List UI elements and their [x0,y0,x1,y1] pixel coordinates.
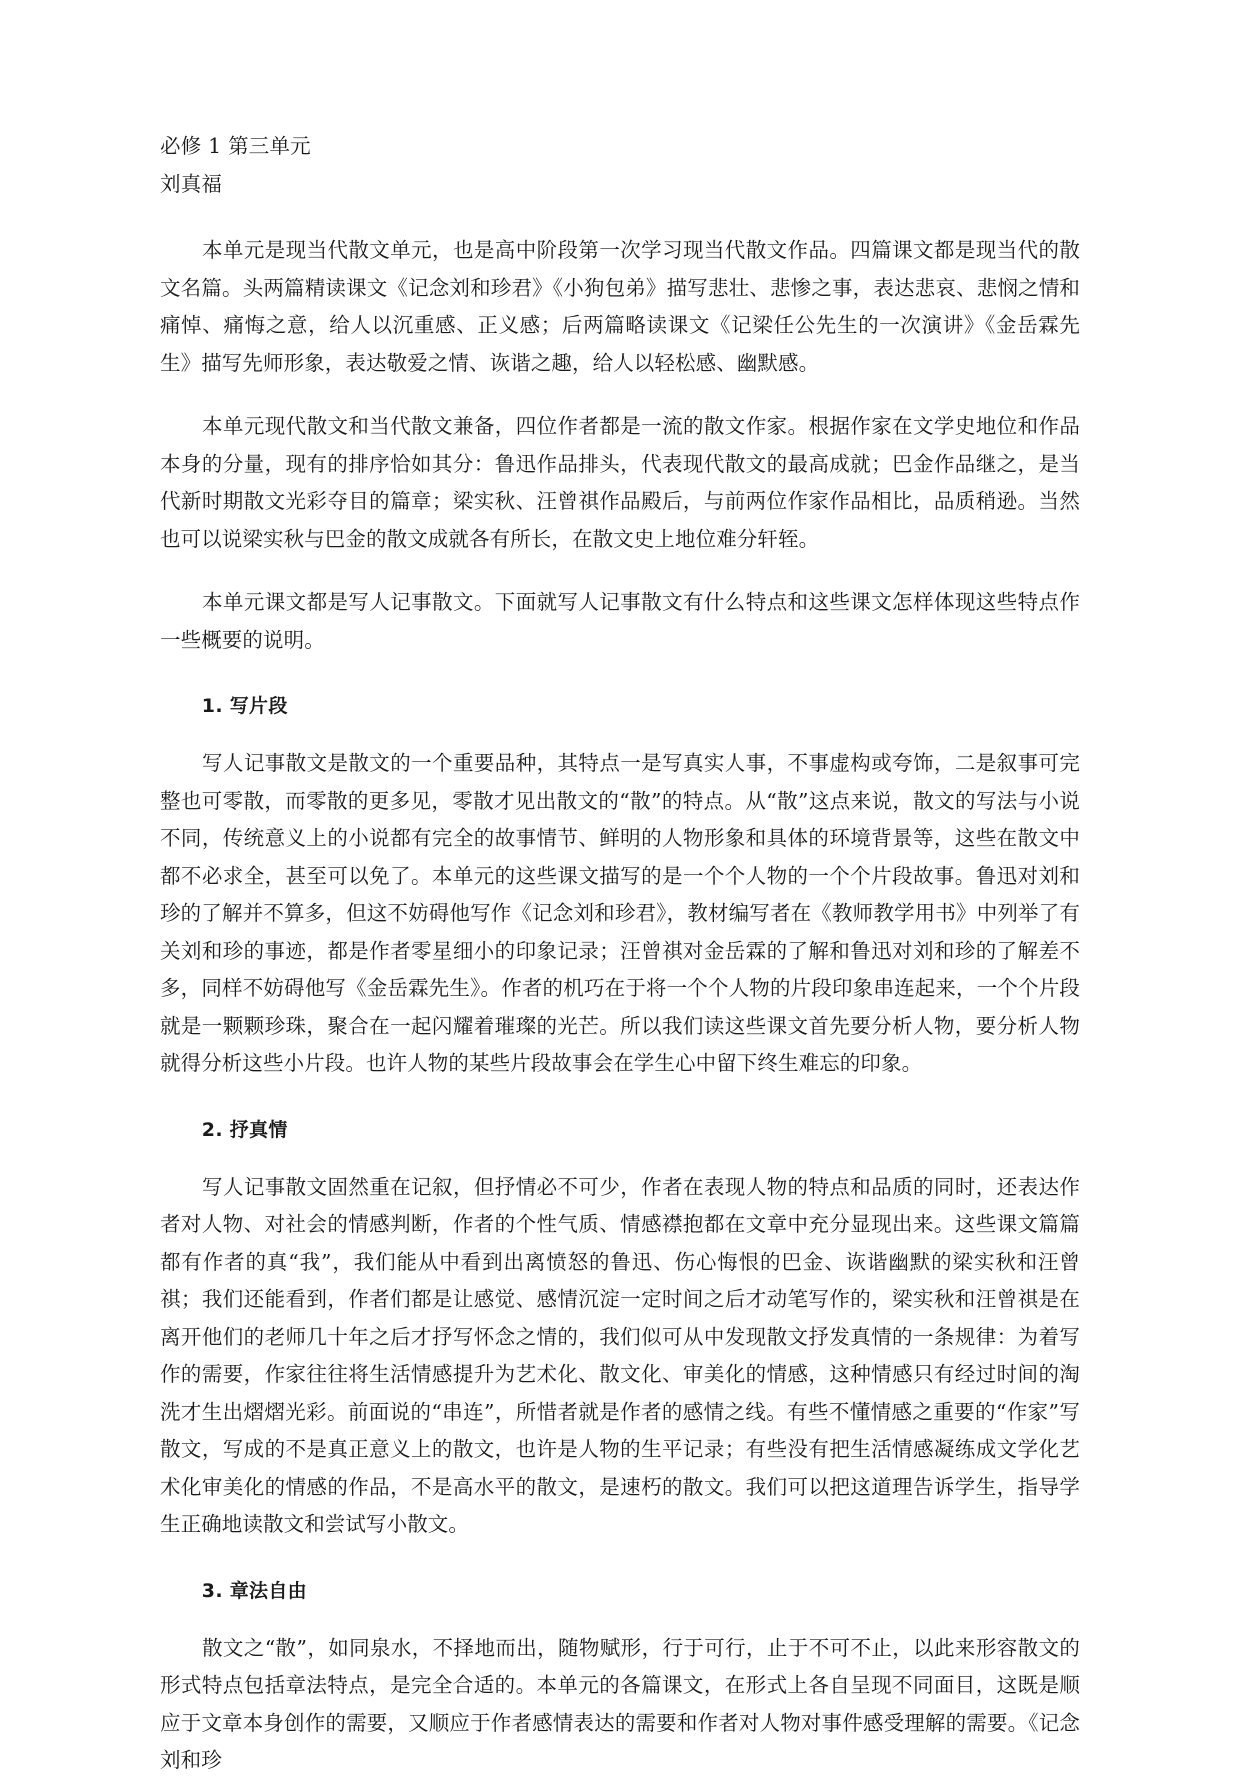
unit-line: 必修 1 第三单元 [160,134,311,158]
paragraph-scope-statement: 本单元课文都是写人记事散文。下面就写人记事散文有什么特点和这些课文怎样体现这些特点作一些概要的说明。 [160,590,1080,652]
paragraph-section-1-body: 写人记事散文是散文的一个重要品种，其特点一是写真实人事，不事虚构或夸饰，二是叙事可完整也可零散，而零散的更多见，零散才见出散文的“散”的特点。从“散”这点来说，散文的写法与小说不同，传统意义上的小说都有完全的故事情节、鲜明的人物形象和具体的环境背景等，这些在散文中都不必求全，甚至可以免了。本单元的这些课文描写的是一个个人物的一个个片段故事。鲁迅对刘和珍的了解并不算多，但这不妨碍他写作《记念刘和珍君》，教材编写者在《教师教学用书》中列举了有关刘和珍的事迹，都是作者零星细小的印象记录；汪曾祺对金岳霖的了解和鲁迅对刘和珍的了解差不多，同样不妨碍他写《金岳霖先生》。作者的机巧在于将一个个人物的片段印象串连起来，一个个片段就是一颗颗珍珠，聚合在一起闪耀着璀璨的光芒。所以我们读这些课文首先要分析人物，要分析人物就得分析这些小片段。也许人物的某些片段故事会在学生心中留下终生难忘的印象。 [160,751,1080,1075]
paragraph-section-2-body: 写人记事散文固然重在记叙，但抒情必不可少，作者在表现人物的特点和品质的同时，还表达作者对人物、对社会的情感判断，作者的个性气质、情感襟抱都在文章中充分显现出来。这些课文篇篇都有作者的真“我”，我们能从中看到出离愤怒的鲁迅、伤心悔恨的巴金、诙谐幽默的梁实秋和汪曾祺；我们还能看到，作者们都是让感觉、感情沉淀一定时间之后才动笔写作的，梁实秋和汪曾祺是在离开他们的老师几十年之后才抒写怀念之情的，我们似可从中发现散文抒发真情的一条规律：为着写作的需要，作家往往将生活情感提升为艺术化、散文化、审美化的情感，这种情感只有经过时间的淘洗才生出熠熠光彩。前面说的“串连”，所惜者就是作者的感情之线。有些不懂情感之重要的“作家”写散文，写成的不是真正意义上的散文，也许是人物的生平记录；有些没有把生活情感凝练成文学化艺术化审美化的情感的作品，不是高水平的散文，是速朽的散文。我们可以把这道理告诉学生，指导学生正确地读散文和尝试写小散文。 [160,1174,1080,1536]
document-body [160,128,1080,1780]
paragraph-authors-ranking: 本单元现代散文和当代散文兼备，四位作者都是一流的散文作家。根据作家在文学史地位和作品本身的分量，现有的排序恰如其分：鲁迅作品排头，代表现代散文的最高成就；巴金作品继之，是当代新时期散文光彩夺目的篇章；梁实秋、汪曾祺作品殿后，与前两位作家作品相比，品质稍逊。当然也可以说梁实秋与巴金的散文成就各有所长，在散文史上地位难分轩轾。 [160,414,1080,551]
section-heading-1: 1. 写片段 [201,695,288,717]
author-name: 刘真福 [160,172,223,196]
paragraph-intro-unit-overview: 本单元是现当代散文单元，也是高中阶段第一次学习现当代散文作品。四篇课文都是现当代的散文名篇。头两篇精读课文《记念刘和珍君》《小狗包弟》描写悲壮、悲惨之事，表达悲哀、悲悯之情和痛悼、痛悔之意，给人以沉重感、正义感；后两篇略读课文《记梁任公先生的一次演讲》《金岳霖先生》描写先师形象，表达敬爱之情、诙谐之趣，给人以轻松感、幽默感。 [160,238,1080,375]
section-heading-3: 3. 章法自由 [201,1579,307,1602]
section-heading-2: 2. 抒真情 [201,1118,288,1141]
paragraph-section-3-body: 散文之“散”，如同泉水，不择地而出，随物赋形，行于可行，止于不可不止，以此来形容散文的形式特点包括章法特点，是完全合适的。本单元的各篇课文，在形式上各自呈现不同面目，这既是顺应于文章本身创作的需要，又顺应于作者感情表达的需要和作者对人物对事件感受理解的需要。《记念刘和珍 [160,1635,1080,1772]
